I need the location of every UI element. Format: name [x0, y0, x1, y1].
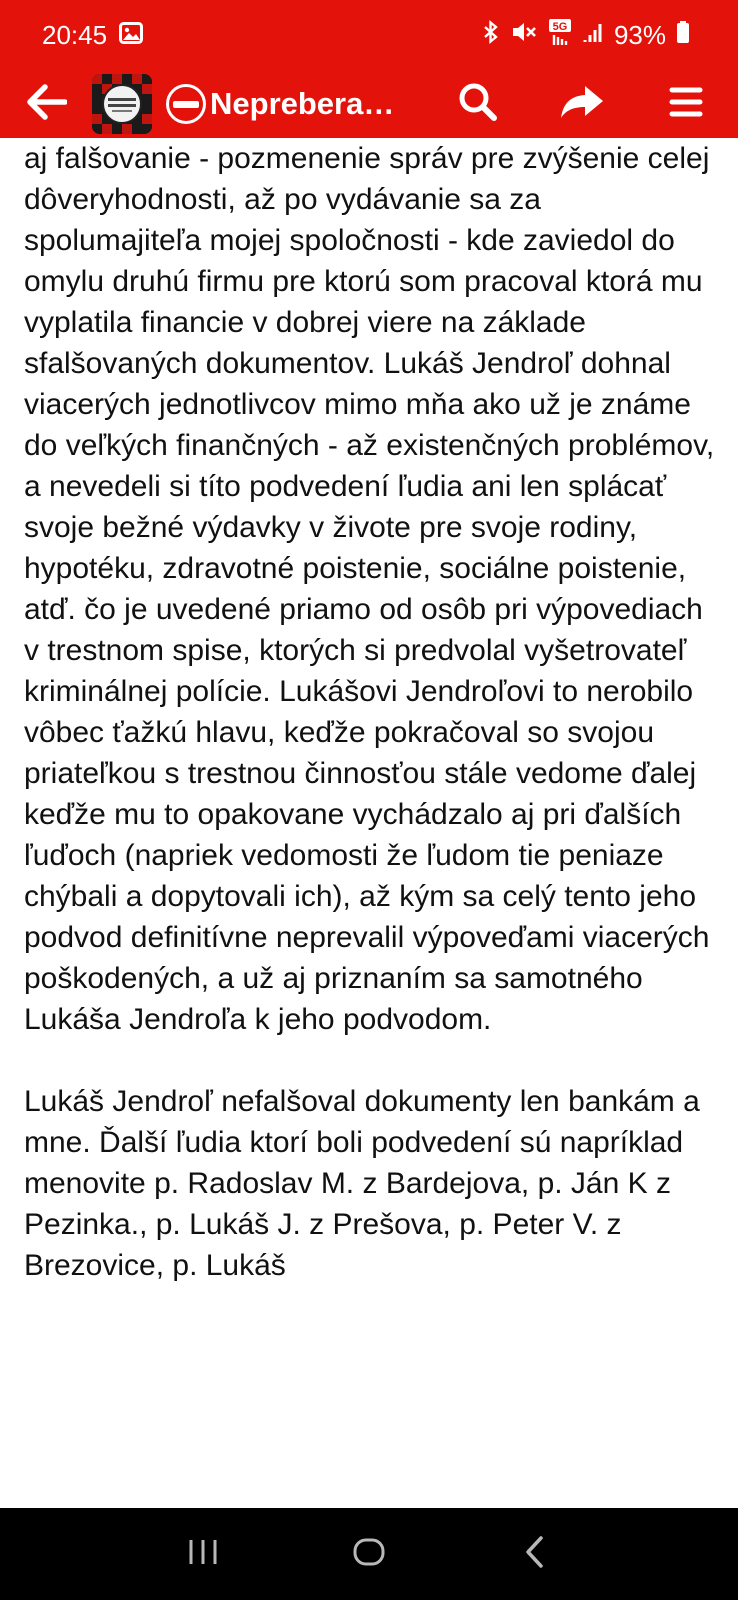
status-left	[42, 20, 143, 51]
share-icon	[560, 84, 604, 125]
post-paragraph: aj falšovanie - pozmenenie správ pre zvýšenie celej dôveryhodnosti, až po vydávanie sa za spolumajiteľa mojej spoločnosti - kde zaviedol do omylu druhú firmu pre ktorú som pracoval ktorá mu vyplatila financie v dobrej viere na základe sfalšovaných dokumentov. Lukáš Jendroľ dohnal viacerých jednotlivcov mimo mňa ako už je známe do veľkých finančných - až existenčných problémov, a nevedeli si títo podvedení ľudia ani len splácať svoje bežné výdavky v živote pre svoje rodiny, hypotéku, zdravotné poistenie, sociálne poistenie, atď. čo je uvedené priamo od osôb pri výpovediach v trestnom spise, ktorých si predvolal vyšetrovateľ kriminálnej polície. Lukášovi Jendroľovi to nerobilo vôbec ťažkú hlavu, keďže pokračoval so svojou priateľkou s trestnou činnosťou stále vedome ďalej keďže mu to opakovane vychádzalo aj pri ďalších ľuďoch (napriek vedomosti že ľudom tie peniaze chýbali a dopytovali ich), až kým sa celý tento jeho podvod definitívne neprevalil výpoveďami viacerých poškodených, a už aj priznaním sa samotného Lukáša Jendroľa k jeho podvodom.	[24, 142, 715, 1036]
post-content	[24, 138, 720, 1508]
page-title[interactable]: Neprebera…	[210, 86, 395, 121]
back-button[interactable]	[0, 70, 92, 138]
search-icon	[458, 82, 498, 127]
menu-button[interactable]	[634, 70, 738, 138]
home-button[interactable]	[329, 1524, 409, 1584]
home-icon	[352, 1535, 386, 1574]
recent-apps-icon	[186, 1537, 220, 1572]
status-time: 20:45	[42, 19, 108, 50]
back-arrow-icon	[25, 84, 67, 125]
no-entry-icon	[166, 84, 206, 124]
network-type-label: 5G	[552, 20, 568, 33]
mute-icon	[510, 20, 538, 51]
share-button[interactable]	[530, 70, 634, 138]
battery-icon	[676, 20, 690, 51]
back-nav-icon	[523, 1535, 547, 1574]
page-avatar[interactable]	[92, 74, 152, 134]
gallery-notification-icon	[119, 20, 143, 51]
search-button[interactable]	[426, 70, 530, 138]
signal-icon	[582, 20, 604, 51]
app-bar-actions	[426, 70, 738, 138]
bluetooth-icon	[482, 20, 500, 51]
post-paragraph: Lukáš Jendroľ nefalšoval dokumenty len bankám a mne. Ďalší ľudia ktorí boli podvedení sú napríklad menovite p. Radoslav M. z Bardejova, p. Ján K z Pezinka., p. Lukáš J. z Prešova, p. Peter V. z Brezovice, p. Lukáš	[24, 1085, 700, 1282]
back-nav-button[interactable]	[495, 1524, 575, 1584]
battery-percent: 93%	[613, 19, 666, 50]
recent-apps-button[interactable]	[163, 1524, 243, 1584]
network-5g-icon	[548, 18, 572, 53]
menu-icon	[669, 86, 703, 123]
system-nav-bar	[0, 1508, 738, 1600]
status-bar	[0, 0, 738, 70]
status-right	[482, 18, 690, 53]
app-bar	[0, 70, 738, 138]
